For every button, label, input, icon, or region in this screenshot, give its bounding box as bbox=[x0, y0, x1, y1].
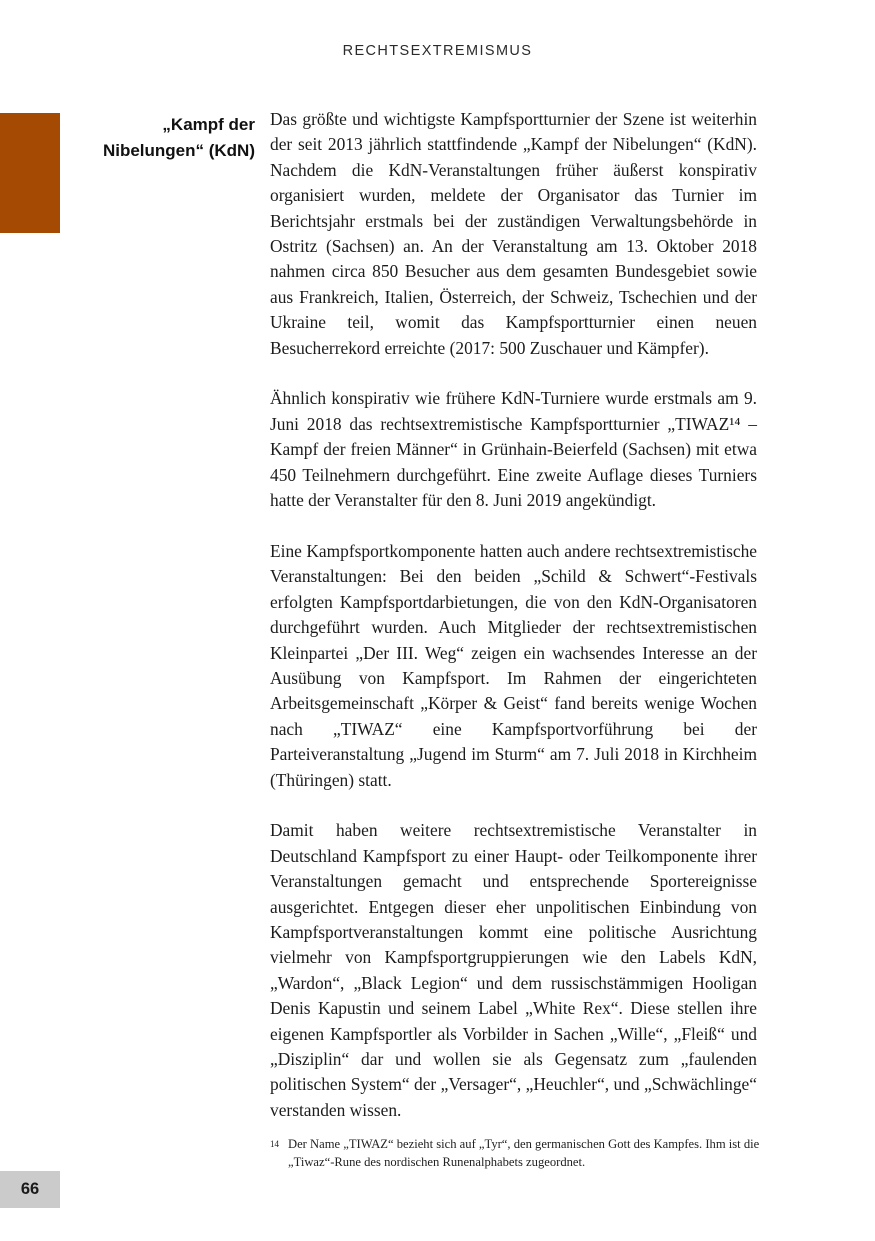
margin-label bbox=[0, 112, 255, 163]
body-paragraph: Das größte und wichtigste Kampfsportturnier der Szene ist weiterhin der seit 2013 jährlich stattfindende „Kampf der Nibelungen“ (KdN). Nachdem die KdN-Veranstaltungen früher äußerst konspirativ organisiert wurden, meldete der Organisator das Turnier im Berichtsjahr erstmals bei der zuständigen Verwaltungsbehörde in Ostritz (Sachsen) an. An der Veranstaltung am 13. Oktober 2018 nahmen circa 850 Besucher aus dem gesamten Bundesgebiet sowie aus Frankreich, Italien, Österreich, der Schweiz, Tschechien und der Ukraine teil, womit das Kampfsportturnier einen neuen Besucherrekord erreichte (2017: 500 Zuschauer und Kämpfer). bbox=[270, 109, 757, 358]
margin-label-line2: Nibelungen“ (KdN) bbox=[102, 140, 255, 160]
body-text-column bbox=[270, 107, 757, 1149]
page-number: 66 bbox=[20, 1180, 40, 1198]
body-paragraph: Eine Kampfsportkomponente hatten auch andere rechtsextremistische Veranstaltungen: Bei den beiden „Schild & Schwert“-Festivals erfolgten Kampfsportdarbietungen, die von den KdN-Organisatoren durchgeführt wurden. Auch Mitglieder der rechtsextremistischen Kleinpartei „Der III. Weg“ zeigen ein wachsendes Interesse an der Ausübung von Kampfsport. Im Rahmen der eingerichteten Arbeitsgemeinschaft „Körper & Geist“ fand bereits wenige Wochen nach „TIWAZ“ eine Kampfsportvorführung bei der Parteiveranstaltung „Jugend im Sturm“ am 7. Juli 2018 in Kirchheim (Thüringen) statt. bbox=[270, 540, 757, 790]
page-number-box bbox=[0, 1171, 60, 1208]
body-paragraph: Damit haben weitere rechtsextremistische Veranstalter in Deutschland Kampfsport zu einer Haupt- oder Teilkomponente ihrer Veranstaltungen gemacht und entsprechende Sportereignisse ausgerichtet. Entgegen dieser eher unpolitischen Einbindung von Kampfsportveranstaltungen kommt eine politische Ausrichtung vielmehr von Kampfsportgruppierungen wie den Labels KdN, „Wardon“, „Black Legion“ und dem russischstämmigen Hooligan Denis Kapustin und seinem Label „White Rex“. Diese stellen ihre eigenen Kampfsportler als Vorbilder in Sachen „Wille“, „Fleiß“ und „Disziplin“ dar und wollen sie als Gegensatz zum „faulenden politischen System“ der „Versager“, „Heuchler“, und „Schwächlinge“ verstanden wissen. bbox=[270, 820, 757, 1120]
footnote-number: 14 bbox=[270, 1139, 279, 1149]
body-paragraph: Ähnlich konspirativ wie frühere KdN-Turniere wurde erstmals am 9. Juni 2018 das rechtsextremistische Kampfsportturnier „TIWAZ¹⁴ – Kampf der freien Männer“ in Grünhain-Beierfeld (Sachsen) mit etwa 450 Teilnehmern durchgeführt. Eine zweite Auflage dieses Turniers hatte der Veranstalter für den 8. Juni 2019 angekündigt. bbox=[270, 388, 757, 511]
footnote-text: Der Name „TIWAZ“ bezieht sich auf „Tyr“, den germanischen Gott des Kampfes. Ihm ist die „Tiwaz“-Rune des nordischen Runenalphabets zugeordnet. bbox=[288, 1137, 760, 1169]
footnote bbox=[270, 1136, 767, 1171]
margin-label-line1: „Kampf der bbox=[162, 115, 255, 134]
running-head: RECHTSEXTREMISMUS bbox=[342, 43, 533, 59]
